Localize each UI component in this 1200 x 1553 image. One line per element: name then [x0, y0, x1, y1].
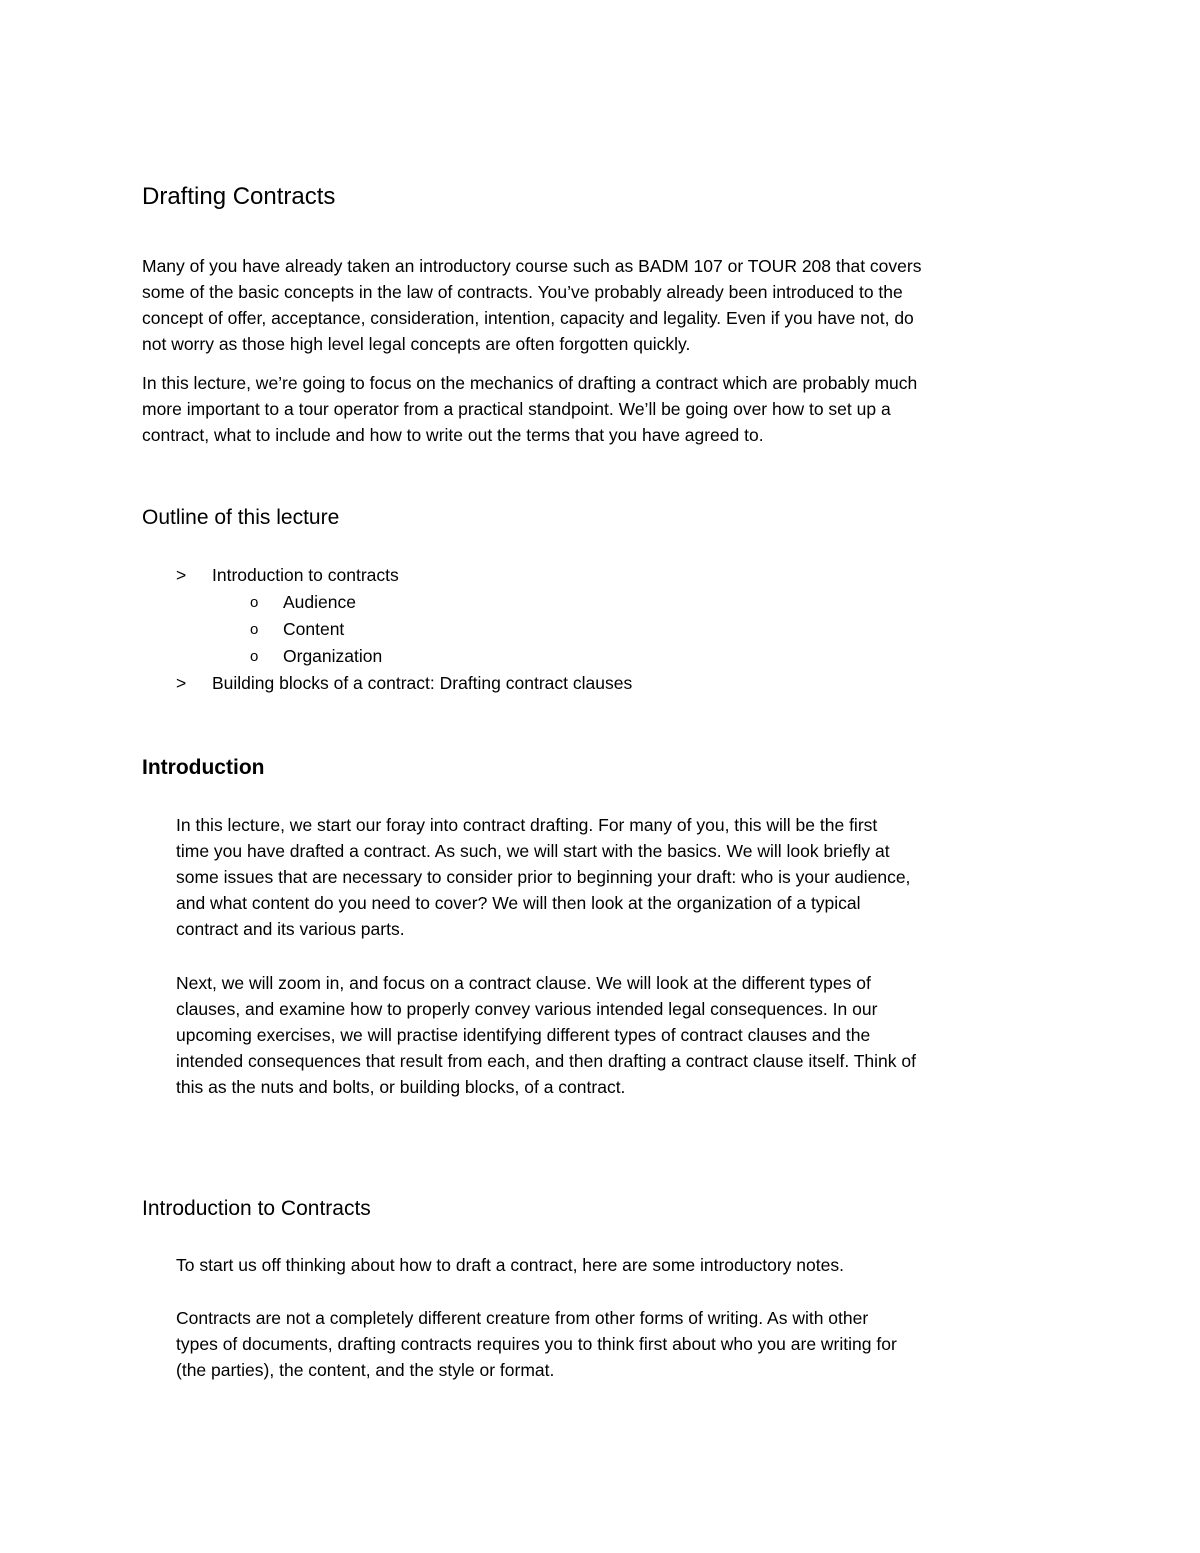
text-line: In this lecture, we’re going to focus on the mechanics of drafting a contract which are probably much: [142, 373, 918, 393]
introduction-paragraph-1: [176, 812, 1026, 942]
text-line: time you have drafted a contract. As such, we will start with the basics. We will look briefly at: [176, 841, 890, 861]
list-subitem-label: Organization: [283, 646, 383, 666]
circle-bullet-icon: o: [250, 648, 259, 665]
arrow-bullet-icon: >: [176, 565, 187, 585]
introduction-to-contracts-heading: Introduction to Contracts: [142, 1197, 371, 1220]
introduction-heading: Introduction: [142, 756, 265, 779]
intro-contracts-paragraph-1: [176, 1252, 1026, 1278]
list-item: [142, 562, 842, 589]
intro-contracts-paragraph-2: [176, 1305, 1026, 1383]
text-line: concept of offer, acceptance, consideration, intention, capacity and legality. Even if you have not, do: [142, 308, 914, 328]
outline-list: [142, 562, 842, 697]
text-line: contract, what to include and how to write out the terms that you have agreed to.: [142, 425, 764, 445]
list-item: [142, 670, 842, 697]
text-line: and what content do you need to cover? We will then look at the organization of a typical: [176, 893, 861, 913]
text-line: Next, we will zoom in, and focus on a contract clause. We will look at the different types of: [176, 973, 871, 993]
arrow-bullet-icon: >: [176, 673, 187, 693]
document-title: Drafting Contracts: [142, 183, 336, 210]
text-line: In this lecture, we start our foray into contract drafting. For many of you, this will be the first: [176, 815, 878, 835]
text-line: types of documents, drafting contracts requires you to think first about who you are writing for: [176, 1334, 897, 1354]
list-subitem: [142, 616, 842, 643]
text-line: not worry as those high level legal concepts are often forgotten quickly.: [142, 334, 691, 354]
text-line: more important to a tour operator from a practical standpoint. We’ll be going over how to set up a: [142, 399, 891, 419]
text-line: some issues that are necessary to consider prior to beginning your draft: who is your audience,: [176, 867, 911, 887]
intro-paragraph-2: [142, 370, 1032, 448]
list-subitem: [142, 643, 842, 670]
circle-bullet-icon: o: [250, 594, 259, 611]
text-line: intended consequences that result from each, and then drafting a contract clause itself. Think of: [176, 1051, 916, 1071]
text-line: contract and its various parts.: [176, 919, 405, 939]
intro-paragraph-1: [142, 253, 1032, 357]
list-item-label: Building blocks of a contract: Drafting contract clauses: [212, 673, 633, 693]
circle-bullet-icon: o: [250, 621, 259, 638]
list-subitem-label: Content: [283, 619, 345, 639]
list-subitem-label: Audience: [283, 592, 356, 612]
text-line: (the parties), the content, and the style or format.: [176, 1360, 555, 1380]
text-line: this as the nuts and bolts, or building blocks, of a contract.: [176, 1077, 626, 1097]
text-line: Contracts are not a completely different creature from other forms of writing. As with other: [176, 1308, 869, 1328]
text-line: Many of you have already taken an introductory course such as BADM 107 or TOUR 208 that covers: [142, 256, 922, 276]
text-line: some of the basic concepts in the law of contracts. You’ve probably already been introduced to the: [142, 282, 903, 302]
introduction-paragraph-2: [176, 970, 1026, 1100]
list-item-label: Introduction to contracts: [212, 565, 399, 585]
text-line: To start us off thinking about how to draft a contract, here are some introductory notes.: [176, 1255, 844, 1275]
outline-heading: Outline of this lecture: [142, 506, 340, 529]
text-line: clauses, and examine how to properly convey various intended legal consequences. In our: [176, 999, 878, 1019]
list-subitem: [142, 589, 842, 616]
text-line: upcoming exercises, we will practise identifying different types of contract clauses and the: [176, 1025, 871, 1045]
